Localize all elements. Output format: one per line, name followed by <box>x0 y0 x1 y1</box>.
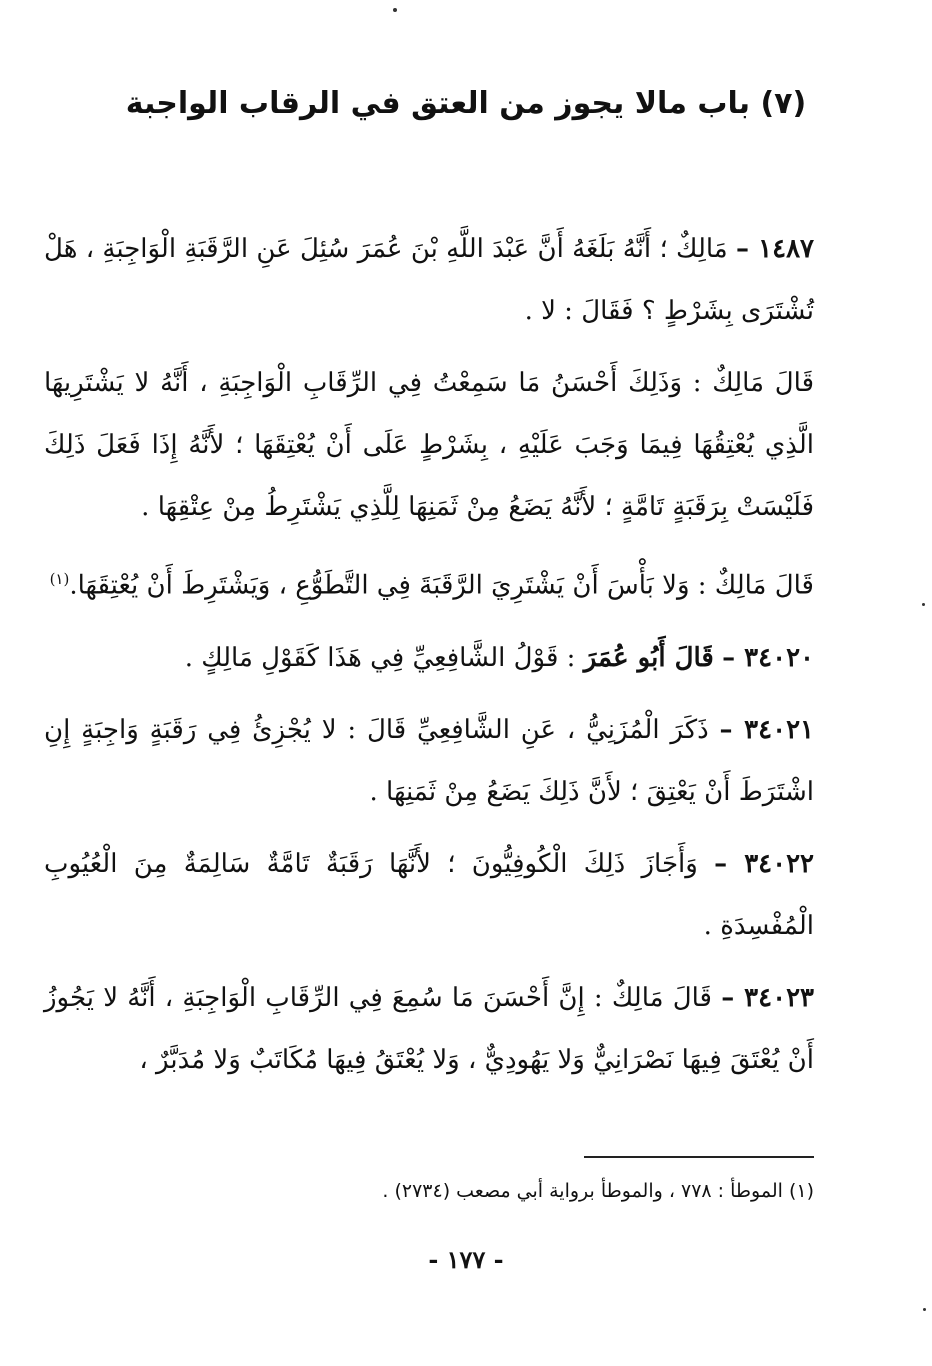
chapter-title: (٧) باب مالا يجوز من العتق في الرقاب الواجبة <box>125 86 807 121</box>
entry-34022 <box>44 833 814 957</box>
entry-text: قَالَ مَالِكٌ : وَلا بَأْسَ أَنْ يَشْتَرِيَ الرَّقَبَةَ فِي التَّطَوُّعِ ، وَيَشْتَرِطَ أَنْ يُعْتِقَهَا. <box>69 570 814 601</box>
entry-number: ٣٤٠٢٣ – <box>721 982 814 1013</box>
entry-number: ٣٤٠٢٠ – <box>722 642 814 673</box>
footnote-marker: (١) <box>49 570 70 588</box>
entry-text: وَأَجَازَ ذَلِكَ الْكُوفِيُّونَ ؛ لأَنَّهَا رَقَبَةٌ تَامَّةٌ سَالِمَةٌ مِنَ الْعُيُوبِ الْمُفْسِدَةِ . <box>44 848 814 941</box>
entry-number: ١٤٨٧ – <box>736 234 814 264</box>
entry-34021 <box>44 699 814 823</box>
footnote: (١) الموطأ : ٧٧٨ ، والموطأ برواية أبي مصعب (٢٧٣٤) . <box>382 1180 814 1202</box>
malik-commentary <box>44 352 814 538</box>
entry-text: قَالَ مَالِكٌ : وَذَلِكَ أَحْسَنُ مَا سَمِعْتُ فِي الرِّقَابِ الْوَاجِبَةِ ، أَنَّهُ لا يَشْتَرِيهَا الَّذِي يُعْتِقُهَا فِيمَا وَجَبَ عَلَيْهِ ، بِشَرْطٍ عَلَى أَنْ يُعْتِقَهَا ؛ لأَنَّهُ إِذَا فَعَلَ ذَلِكَ فَلَيْسَتْ بِرَقَبَةٍ تَامَّةٍ ؛ لأَنَّهُ يَضَعُ مِنْ ثَمَنِهَا لِلَّذِي يَشْتَرِطُ مِنْ عِتْقِهَا . <box>44 368 814 522</box>
entry-34023 <box>44 967 814 1091</box>
malik-voluntary-note <box>44 548 814 617</box>
page-number: - ١٧٧ - <box>428 1245 504 1274</box>
scan-speck <box>922 603 925 606</box>
footnote-divider <box>584 1156 814 1158</box>
entry-34020 <box>44 627 814 689</box>
entry-1487 <box>44 218 814 342</box>
entry-text: : قَوْلُ الشَّافِعِيِّ فِي هَذَا كَقَوْلِ مَالِكٍ . <box>184 642 576 673</box>
entry-text: مَالِكٌ ؛ أَنَّهُ بَلَغَهُ أَنَّ عَبْدَ اللَّهِ بْنَ عُمَرَ سُئِلَ عَنِ الرَّقَبَةِ الْوَاجِبَةِ ، هَلْ تُشْتَرَى بِشَرْطٍ ؟ فَقَالَ : لا . <box>44 234 814 326</box>
entry-text: ذَكَرَ الْمُزَنِيُّ ، عَنِ الشَّافِعِيِّ قَالَ : لا يُجْزِئُ فِي رَقَبَةٍ وَاجِبَةٍ إِنِ اشْتَرَطَ أَنْ يَعْتِقَ ؛ لأَنَّ ذَلِكَ يَضَعُ مِنْ ثَمَنِهَا . <box>44 714 814 807</box>
scan-speck <box>393 8 397 12</box>
scan-speck <box>923 1308 926 1311</box>
entry-number: ٣٤٠٢١ – <box>719 714 814 745</box>
entry-number: ٣٤٠٢٢ – <box>714 848 815 879</box>
entry-bold-lead: قَالَ أَبُو عُمَرَ <box>583 642 714 673</box>
entry-text: قَالَ مَالِكٌ : إِنَّ أَحْسَنَ مَا سُمِعَ فِي الرِّقَابِ الْوَاجِبَةِ ، أَنَّهُ لا يَجُوزُ أَنْ يُعْتَقَ فِيهَا نَصْرَانِيٌّ وَلا يَهُودِيٌّ ، وَلا يُعْتَقُ فِيهَا مُكَاتَبٌ وَلا مُدَبَّرٌ ، <box>44 982 814 1075</box>
body-text <box>44 218 814 1101</box>
